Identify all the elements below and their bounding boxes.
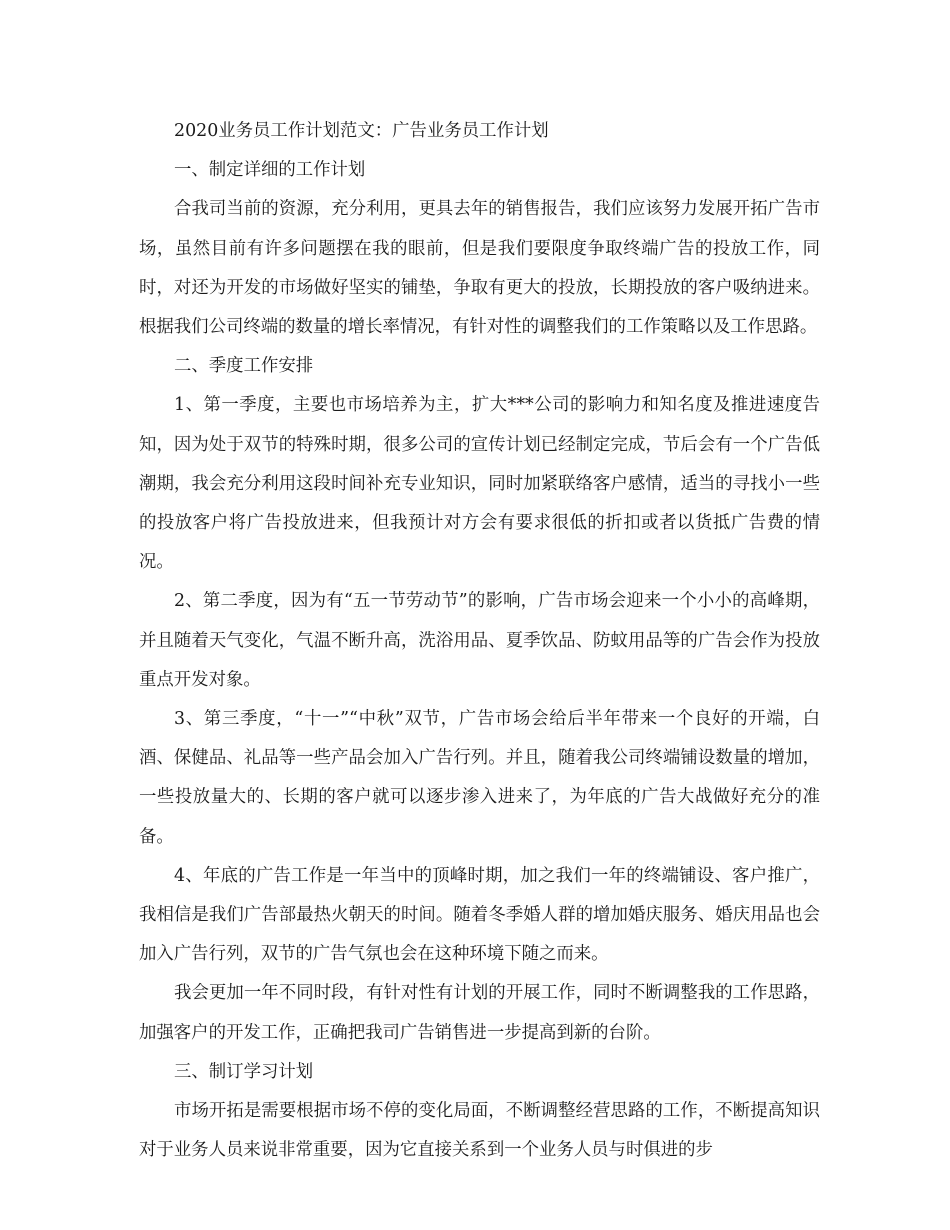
body-paragraph: 4、年底的广告工作是一年当中的顶峰时期，加之我们一年的终端铺设、客户推广，我相信是我们广告部最热火朝天的时间。随着冬季婚人群的增加婚庆服务、婚庆用品也会加入广告行列，双节的广告气氛也会在这种环境下随之而来。 [139,865,820,965]
document-title: 2020业务员工作计划范文：广告业务员工作计划 [174,121,549,141]
body-paragraph: 合我司当前的资源，充分利用，更具去年的销售报告，我们应该努力发展开拓广告市场，虽然目前有许多问题摆在我的眼前，但是我们要限度争取终端广告的投放工作，同时，对还为开发的市场做好坚实的铺垫，争取有更大的投放，长期投放的客户吸纳进来。根据我们公司终端的数量的增长率情况，有针对性的调整我们的工作策略以及工作思路。 [139,199,820,338]
section-heading: 二、季度工作安排 [174,356,314,377]
body-paragraph: 1、第一季度，主要也市场培养为主，扩大***公司的影响力和知名度及推进速度告知，因为处于双节的特殊时期，很多公司的宣传计划已经制定完成，节后会有一个广告低潮期，我会充分利用这段时间补充专业知识，同时加紧联络客户感情，适当的寻找小一些的投放客户将广告投放进来，但我预计对方会有要求很低的折扣或者以货抵广告费的情况。 [139,395,820,573]
body-paragraph: 我会更加一年不同时段，有针对性有计划的开展工作，同时不断调整我的工作思路，加强客户的开发工作，正确把我司广告销售进一步提高到新的台阶。 [139,983,820,1043]
section-heading: 三、制订学习计划 [174,1061,314,1082]
body-paragraph: 3、第三季度，“十一”“中秋”双节，广告市场会给后半年带来一个良好的开端，白酒、保健品、礼品等一些产品会加入广告行列。并且，随着我公司终端铺设数量的增加，一些投放量大的、长期的客户就可以逐步渗入进来了，为年底的广告大战做好充分的准备。 [139,709,820,847]
body-paragraph: 2、第二季度，因为有“五一节劳动节”的影响，广告市场会迎来一个小小的高峰期，并且随着天气变化，气温不断升高，洗浴用品、夏季饮品、防蚊用品等的广告会作为投放重点开发对象。 [139,591,820,690]
document-body [139,112,820,1170]
section-heading: 一、制定详细的工作计划 [174,160,366,181]
body-paragraph: 市场开拓是需要根据市场不停的变化局面，不断调整经营思路的工作，不断提高知识对于业务人员来说非常重要，因为它直接关系到一个业务人员与时俱进的步 [139,1101,820,1161]
